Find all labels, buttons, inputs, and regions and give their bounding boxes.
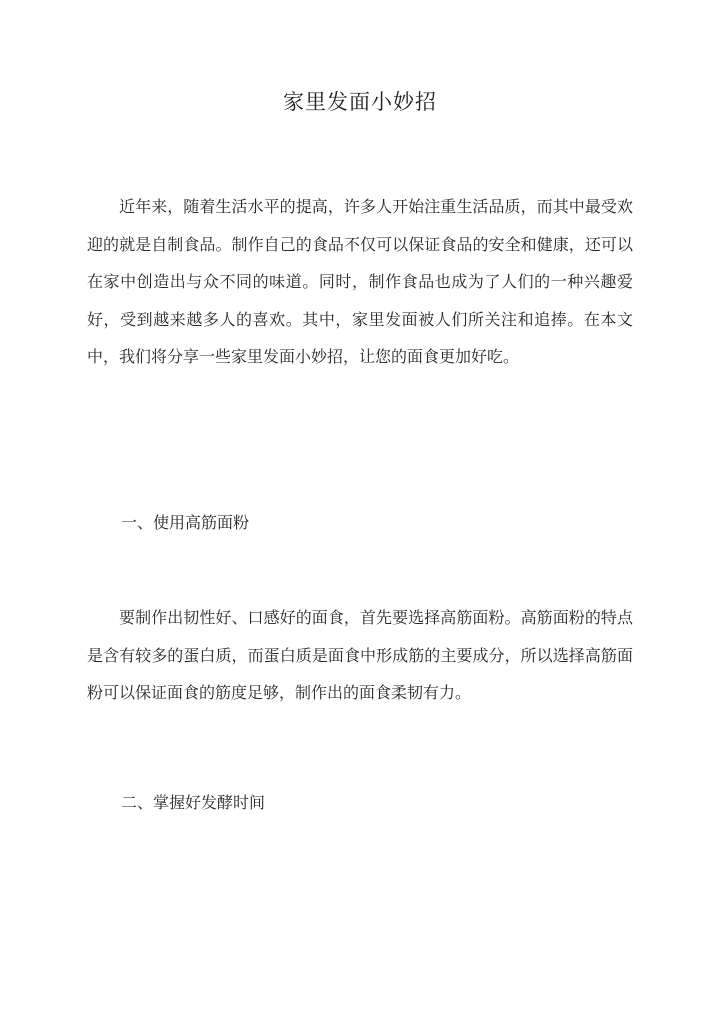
document-title: 家里发面小妙招 xyxy=(283,90,437,114)
section-heading-1: 一、使用高筋面粉 xyxy=(121,513,250,532)
section-heading-2: 二、掌握好发酵时间 xyxy=(121,793,266,812)
section-1-paragraph: 要制作出韧性好、口感好的面食，首先要选择高筋面粉。高筋面粉的特点是含有较多的蛋白质，而蛋白质是面食中形成筋的主要成分，所以选择高筋面粉可以保证面食的筋度足够，制作出的面食柔韧有力。 xyxy=(87,608,633,703)
intro-paragraph: 近年来，随着生活水平的提高，许多人开始注重生活品质，而其中最受欢迎的就是自制食品。制作自己的食品不仅可以保证食品的安全和健康，还可以在家中创造出与众不同的味道。同时，制作食品也成为了人们的一种兴趣爱好，受到越来越多人的喜欢。其中，家里发面被人们所关注和追捧。在本文中，我们将分享一些家里发面小妙招，让您的面食更加好吃。 xyxy=(87,197,633,367)
